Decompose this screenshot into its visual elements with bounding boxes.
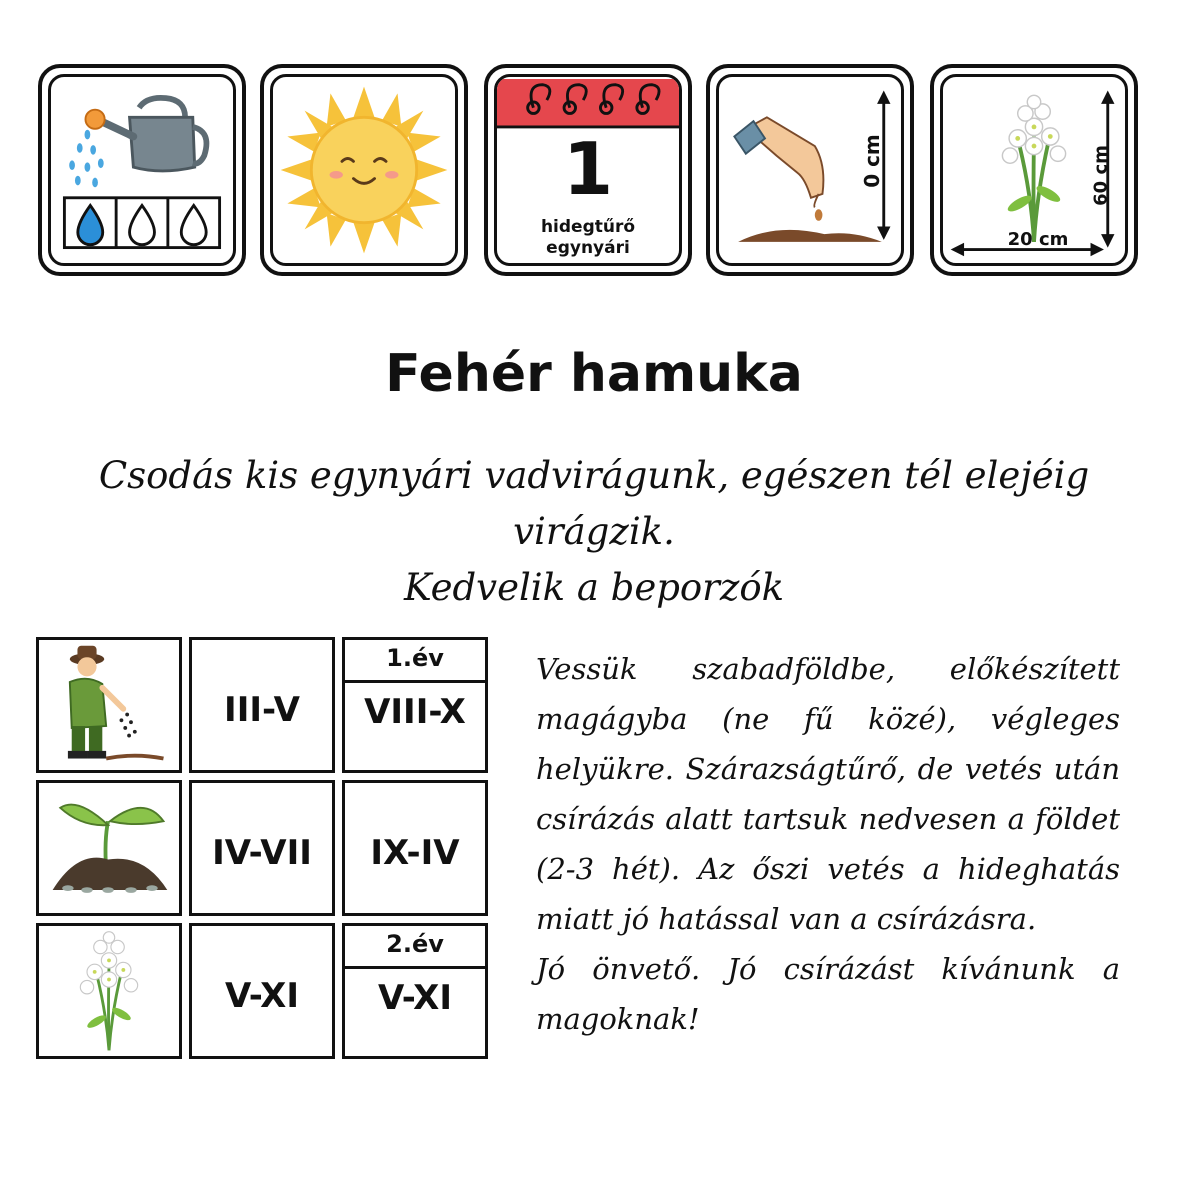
height-label: 60 cm bbox=[1090, 145, 1112, 206]
germination-period: IV-VII bbox=[212, 833, 312, 873]
year-label: 1.év bbox=[386, 644, 444, 672]
sowing-farmer-icon bbox=[39, 640, 179, 770]
sowing-second-cell bbox=[342, 637, 488, 773]
flower-icon bbox=[39, 926, 179, 1056]
cell-divider bbox=[345, 966, 485, 969]
sowing-farmer-cell bbox=[36, 637, 182, 773]
seedling-icon bbox=[39, 783, 179, 913]
subtitle-line: Csodás kis egynyári vadvirágunk, egészen tél elejéig virágzik. bbox=[98, 454, 1090, 553]
seedling-cell bbox=[36, 780, 182, 916]
germination-second-cell bbox=[342, 780, 488, 916]
description-paragraph: Jó önvető. Jó csírázást kívánunk a magoknak! bbox=[536, 952, 1120, 1036]
flowering-second-period: V-XI bbox=[377, 978, 453, 1018]
cell-divider bbox=[345, 680, 485, 683]
calendar-icon-box bbox=[484, 64, 692, 276]
flowering-second-cell bbox=[342, 923, 488, 1059]
watering-icon-box bbox=[38, 64, 246, 276]
sowing-period: III-V bbox=[224, 690, 300, 730]
calendar-number: 1 bbox=[562, 127, 614, 211]
sowing-depth-icon-box bbox=[706, 64, 914, 276]
description bbox=[536, 644, 1120, 1044]
sowing-period-cell bbox=[189, 637, 335, 773]
sun-icon bbox=[273, 77, 455, 263]
germination-second-period: IX-IV bbox=[370, 833, 460, 873]
subtitle-line: Kedvelik a beporzók bbox=[403, 566, 785, 609]
germination-period-cell bbox=[189, 780, 335, 916]
flower-cell bbox=[36, 923, 182, 1059]
plant-size-icon-box bbox=[930, 64, 1138, 276]
year-label: 2.év bbox=[386, 930, 444, 958]
calendar-line2: egynyári bbox=[546, 238, 630, 258]
width-label: 20 cm bbox=[1007, 229, 1069, 250]
calendar-line1: hidegtűrő bbox=[540, 217, 636, 237]
sun-icon-box bbox=[260, 64, 468, 276]
description-paragraph: Vessük szabadföldbe, előkészített magágyba (ne fű közé), végleges helyükre. Szárazságtűrő, de vetés után csírázás alatt tartsuk nedvesen a földet (2-3 hét). Az őszi vetés a hideghatás miatt jó hatással van a csírázásra. bbox=[536, 652, 1120, 936]
watering-can-icon bbox=[51, 77, 233, 263]
flowering-period-cell bbox=[189, 923, 335, 1059]
flowering-period: V-XI bbox=[224, 976, 300, 1016]
sowing-second-period: VIII-X bbox=[364, 692, 466, 732]
page-title: Fehér hamuka bbox=[385, 344, 803, 404]
subtitle bbox=[20, 448, 1168, 616]
depth-label: 0 cm bbox=[860, 134, 884, 188]
